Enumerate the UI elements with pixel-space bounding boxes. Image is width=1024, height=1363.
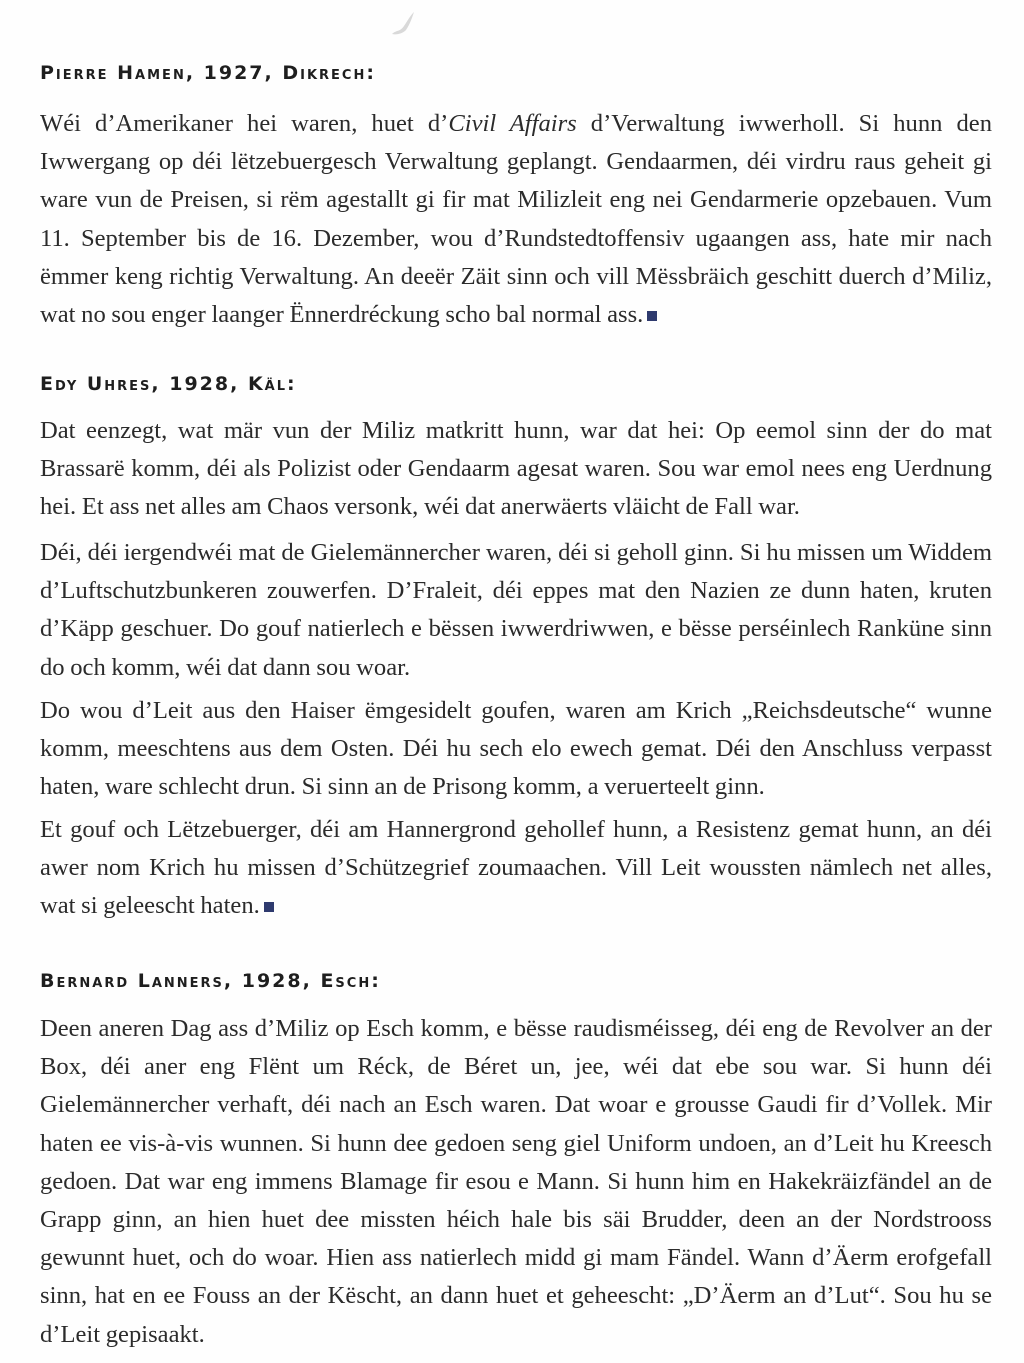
paragraph-text: Déi, déi iergendwéi mat de Gielemännercher waren, déi si geholl ginn. Si hu missen um Widdem d’Luftschutzbunkeren zouwerfen. D’Fraleit, déi eppes mat den Nazien ze dunn haten, kruten d’Käpp geschuer. Do gouf natierlech e bëssen iwwerdriwwen, e bësse perséinlech Rankünе sinn do och komm, wéi dat dann sou woar. — [40, 539, 992, 681]
italic-term: Civil Affairs — [448, 110, 577, 137]
section-heading-edy-uhres: Edy Uhres, 1928, Käl: — [40, 373, 297, 395]
paragraph-text: Et gouf och Lëtzebuerger, déi am Hannergrond gehollef hunn, a Resistenz gemat hunn, an déi awer nom Krich hu missen d’Schützegrief zoumaachen. Vill Leit woussten nämlech net alles, wat si geleescht haten. — [40, 816, 992, 920]
section-paragraph — [40, 692, 992, 807]
paragraph-text-start: Wéi d’Amerikaner hei waren, huet d’ — [40, 110, 449, 137]
end-of-story-square-icon — [264, 902, 274, 912]
section-paragraph — [40, 811, 992, 926]
section-paragraph — [40, 1010, 992, 1354]
paragraph-text: Do wou d’Leit aus den Haiser ëmgesidelt goufen, waren am Krich „Reichsdeutsche“ wunne komm, meeschtens aus dem Osten. Déi hu sech elo ewech gemat. Déi den Anschluss verpasst haten, ware schlecht drun. Si sinn an de Prisong komm, a veruerteelt ginn. — [40, 697, 992, 801]
section-paragraph — [40, 534, 992, 687]
section-heading-bernard-lanners: Bernard Lanners, 1928, Esch: — [40, 970, 381, 992]
scan-smudge-mark — [388, 10, 418, 36]
section-paragraph — [40, 412, 992, 527]
paragraph-text-end: d’Verwaltung iwwerholl. Si hunn den Iwwergang op déi lëtzebuergesch Verwaltung geplangt. Gendaarmen, déi virdru raus geheit gi ware vun de Preisen, si rëm agestallt gi fir mat Milizleit eng nei Gendarmerie opzebauen. Vum 11. September bis de 16. Dezember, wou d’Rundstedtoffensiv ugaangen ass, hate mir nach ëmmer keng richtig Verwaltung. An deeër Zäit sinn och vill Mëssbräich geschitt duerch d’Miliz, wat no sou enger laanger Ënnerdréckung scho bal normal ass. — [40, 110, 992, 329]
section-heading-pierre-hamen: Pierre Hamen, 1927, Dikrech: — [40, 62, 376, 84]
paragraph-text: Dat eenzegt, wat mär vun der Miliz matkritt hunn, war dat hei: Op eemol sinn der do mat Brassarë komm, déi als Polizist oder Gendaarm agesat waren. Sou war emol nees eng Uerdnung hei. Et ass net alles am Chaos versonk, wéi dat anerwäerts vläicht de Fall war. — [40, 417, 992, 521]
paragraph-text: Deen aneren Dag ass d’Miliz op Esch komm, e bësse raudisméisseg, déi eng de Revolver an der Box, déi aner eng Flënt um Réck, de Béret un, jee, wéi dat ebe sou war. Si hunn déi Gielemännercher verhaft, déi nach an Esch waren. Dat woar e grousse Gaudi fir d’Vollek. Mir haten ee vis-à-vis wunnen. Si hunn dee gedoen seng giel Uniform undoen, an d’Leit hu Kreesch gedoen. Dat war eng immens Blamage fir esou e Mann. Si hunn him en Hakekräizfändel an de Grapp ginn, an hien huet dee missten héich hale bis säi Brudder, deen an der Nordstrooss gewunnt huet, och do woar. Hien ass natierlech midd gi mam Fändel. Wann d’Äerm erofgefall sinn, hat en ee Fouss an der Këscht, an dann huet et geheescht: „D’Äerm an d’Lut“. Sou hu se d’Leit gepisaakt. — [40, 1015, 992, 1348]
end-of-story-square-icon — [647, 311, 657, 321]
section-paragraph — [40, 105, 992, 334]
